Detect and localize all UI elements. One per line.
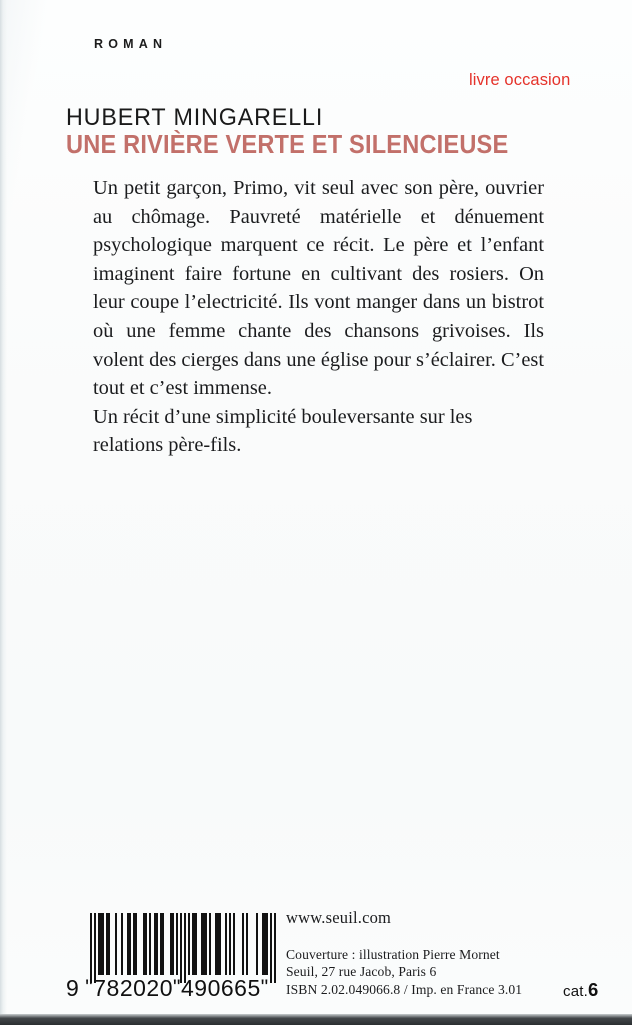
barcode-bar: [274, 913, 276, 983]
blurb-paragraph-1: Un petit garçon, Primo, vit seul avec son père, ouvrier au chômage. Pauvreté matérielle et dénuement psychologique marquent ce récit. Le père et l’enfant imaginent faire fortune en cultivant des rosiers. On leur coupe l’electricité. Ils vont manger dans un bistrot où une femme chante des chansons grivoises. Ils volent des cierges dans une église pour s’éclairer. C’est tout et c’est immense.: [93, 177, 544, 400]
back-cover-blurb: [93, 174, 544, 460]
barcode-bar: [248, 913, 256, 983]
isbn-row: [286, 978, 632, 1000]
isbn-text: ISBN 2.02.049066.8 / Imp. en France 3.01: [286, 981, 523, 997]
barcode-group-left: 782020: [93, 975, 174, 1001]
genre-label: ROMAN: [94, 37, 168, 51]
barcode-group-right: 490665: [180, 975, 261, 1001]
catalog-code: [563, 978, 599, 1000]
scan-bottom-edge: [0, 1014, 632, 1025]
blurb-paragraph-2: Un récit d’une simplicité bouleversante sur les relations père-fils.: [93, 405, 473, 457]
barcode-bar: [235, 913, 243, 983]
cover-illustration-credit: Couverture : illustration Pierre Mornet: [286, 947, 500, 962]
barcode-bars: [90, 913, 276, 983]
catalog-number: 6: [587, 978, 599, 1000]
catalog-prefix: cat.: [563, 982, 588, 1000]
barcode-lead-digit: 9: [66, 975, 80, 1001]
author-name: HUBERT MINGARELLI: [66, 104, 324, 131]
publisher-info: [286, 908, 632, 998]
book-title: UNE RIVIÈRE VERTE ET SILENCIEUSE: [66, 131, 509, 159]
barcode: [66, 913, 276, 1005]
publisher-website[interactable]: www.seuil.com: [286, 908, 392, 927]
barcode-digits: [66, 975, 278, 1002]
livre-occasion-stamp: livre occasion: [469, 71, 571, 89]
barcode-middle-guard: ": [173, 976, 181, 999]
barcode-left-guard: ": [85, 976, 94, 999]
publisher-address: Seuil, 27 rue Jacob, Paris 6: [286, 964, 437, 980]
barcode-right-guard: ": [260, 976, 269, 999]
